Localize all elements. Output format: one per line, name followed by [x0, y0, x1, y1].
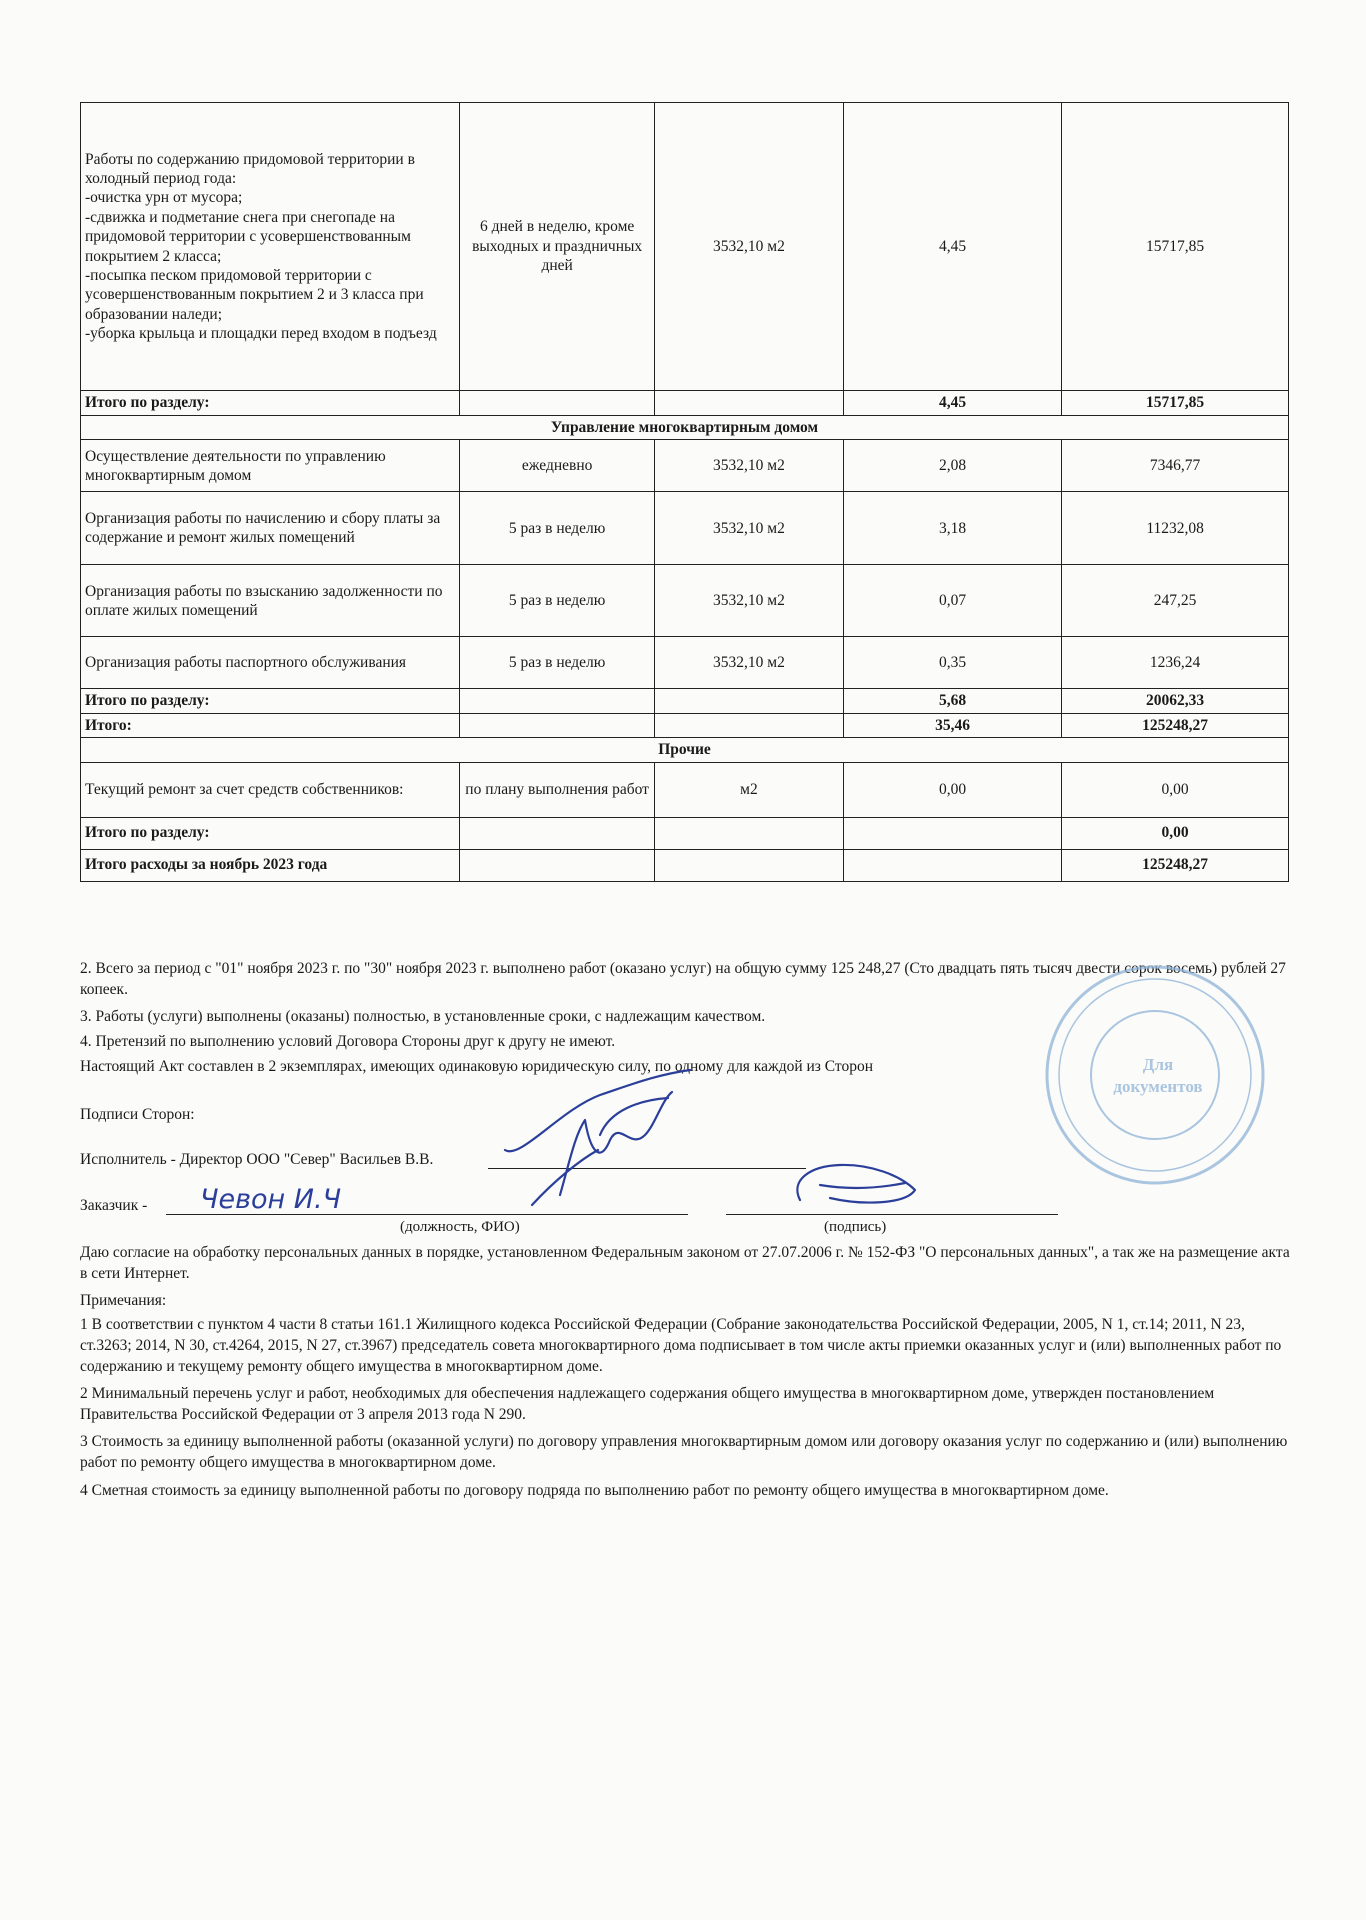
subtotal-label: Итого по разделу: — [81, 817, 460, 849]
work-frequency: 5 раз в неделю — [460, 565, 655, 637]
work-amount: 1236,24 — [1062, 637, 1289, 689]
customer-position-line — [166, 1214, 688, 1215]
work-name: Организация работы по начислению и сбору платы за содержание и ремонт жилых помещений — [81, 492, 460, 565]
work-frequency: по плану выполнения работ — [460, 762, 655, 817]
total-frequency — [460, 713, 655, 737]
customer-signature-line — [726, 1214, 1058, 1215]
subtotal-rate: 5,68 — [844, 689, 1062, 713]
total-rate: 35,46 — [844, 713, 1062, 737]
table-row — [81, 440, 1289, 492]
work-frequency: 5 раз в неделю — [460, 492, 655, 565]
notes-title: Примечания: — [80, 1292, 167, 1309]
work-area: 3532,10 м2 — [654, 637, 843, 689]
work-area: 3532,10 м2 — [654, 492, 843, 565]
work-rate: 2,08 — [844, 440, 1062, 492]
section-title: Управление многоквартирным домом — [81, 416, 1289, 440]
work-amount: 11232,08 — [1062, 492, 1289, 565]
work-rate: 0,00 — [844, 762, 1062, 817]
work-area: м2 — [654, 762, 843, 817]
work-name: Работы по содержанию придомовой территории в холодный период года: -очистка урн от мусора; -сдвижка и подметание снега при снегопаде на придомовой территории с усовершенствованным покрытием 2 класса; -посыпка песком придомовой территории с усовершенствованным покрытием 2 и 3 класса при образовании наледи; -уборка крыльца и площадки перед входом в подъезд — [81, 103, 460, 391]
subtotal-rate — [844, 817, 1062, 849]
work-frequency: 5 раз в неделю — [460, 637, 655, 689]
work-area: 3532,10 м2 — [654, 103, 843, 391]
consent-paragraph: Даю согласие на обработку персональных данных в порядке, установленном Федеральным законом от 27.07.2006 г. № 152-ФЗ "О персональных данных", а так же на размещение акта в сети Интернет. — [80, 1244, 1290, 1282]
executor-signature-line — [488, 1168, 806, 1169]
subtotal-area — [654, 689, 843, 713]
section-row — [81, 416, 1289, 440]
work-amount: 247,25 — [1062, 565, 1289, 637]
subtotal-frequency — [460, 689, 655, 713]
section-row — [81, 738, 1289, 762]
section-title: Прочие — [81, 738, 1289, 762]
table-row — [81, 637, 1289, 689]
paragraph-no-claims: 4. Претензий по выполнению условий Договора Стороны друг к другу не имеют. — [80, 1033, 616, 1050]
grand-total-amount: 125248,27 — [1062, 849, 1289, 881]
total-amount: 125248,27 — [1062, 713, 1289, 737]
subtotal-amount: 20062,33 — [1062, 689, 1289, 713]
stamp-text-1: Для — [1142, 1055, 1174, 1074]
grand-total-rate — [844, 849, 1062, 881]
subtotal-label: Итого по разделу: — [81, 391, 460, 416]
paragraph-copies: Настоящий Акт составлен в 2 экземплярах, имеющих одинаковую юридическую силу, по одному для каждой из Сторон — [80, 1058, 874, 1075]
paragraph-total-sum: 2. Всего за период с "01" ноября 2023 г. по "30" ноября 2023 г. выполнено работ (оказано услуг) на общую сумму 125 248,27 (Сто двадцать пять тысяч двести сорок восемь) рублей 27 копеек. — [80, 960, 1286, 998]
subtotal-label: Итого по разделу: — [81, 689, 460, 713]
note-4: 4 Сметная стоимость за единицу выполненной работы по договору подряда по выполнению работ по ремонту общего имущества в многоквартирном доме. — [80, 1482, 1109, 1499]
table-row — [81, 565, 1289, 637]
work-name: Осуществление деятельности по управлению многоквартирным домом — [81, 440, 460, 492]
subtotal-row — [81, 391, 1289, 416]
note-2: 2 Минимальный перечень услуг и работ, необходимых для обеспечения надлежащего содержания общего имущества в многоквартирном доме, утвержден постановлением Правительства Российской Федерации от 3 апреля 2013 года N 290. — [80, 1385, 1215, 1423]
grand-total-label: Итого расходы за ноябрь 2023 года — [81, 849, 460, 881]
customer-signature-icon — [797, 1165, 915, 1203]
executor-signature-icon — [505, 1070, 690, 1205]
paragraph-quality: 3. Работы (услуги) выполнены (оказаны) полностью, в установленные сроки, с надлежащим качеством. — [80, 1008, 766, 1025]
customer-name-handwriting: Чевон И.Ч — [200, 1184, 342, 1215]
work-rate: 4,45 — [844, 103, 1062, 391]
signature-caption: (подпись) — [824, 1219, 887, 1235]
work-frequency: 6 дней в неделю, кроме выходных и праздничных дней — [460, 103, 655, 391]
note-3: 3 Стоимость за единицу выполненной работы (оказанной услуги) по договору управления многоквартирным домом или договору оказания услуг по содержанию и (или) выполнению работ по ремонту общего имущества в многоквартирном доме. — [80, 1433, 1288, 1471]
subtotal-rate: 4,45 — [844, 391, 1062, 416]
work-name: Организация работы по взысканию задолженности по оплате жилых помещений — [81, 565, 460, 637]
subtotal-amount: 0,00 — [1062, 817, 1289, 849]
work-rate: 3,18 — [844, 492, 1062, 565]
subtotal-row — [81, 689, 1289, 713]
grand-total-row — [81, 849, 1289, 881]
signatures-title: Подписи Сторон: — [80, 1106, 195, 1123]
subtotal-area — [654, 817, 843, 849]
grand-total-frequency — [460, 849, 655, 881]
customer-label: Заказчик - — [80, 1197, 148, 1214]
works-table — [80, 102, 1289, 882]
stamp-text-2: документов — [1113, 1077, 1203, 1096]
subtotal-area — [654, 391, 843, 416]
total-row — [81, 713, 1289, 737]
executor-line: Исполнитель - Директор ООО "Север" Васильев В.В. — [80, 1151, 434, 1168]
position-caption: (должность, ФИО) — [400, 1219, 520, 1235]
subtotal-row — [81, 817, 1289, 849]
work-area: 3532,10 м2 — [654, 565, 843, 637]
work-name: Текущий ремонт за счет средств собственников: — [81, 762, 460, 817]
total-area — [654, 713, 843, 737]
work-rate: 0,07 — [844, 565, 1062, 637]
work-rate: 0,35 — [844, 637, 1062, 689]
grand-total-area — [654, 849, 843, 881]
table-row — [81, 762, 1289, 817]
round-stamp-icon — [1040, 960, 1270, 1190]
work-name: Организация работы паспортного обслуживания — [81, 637, 460, 689]
subtotal-frequency — [460, 817, 655, 849]
work-amount: 15717,85 — [1062, 103, 1289, 391]
subtotal-frequency — [460, 391, 655, 416]
table-row — [81, 103, 1289, 391]
subtotal-amount: 15717,85 — [1062, 391, 1289, 416]
total-label: Итого: — [81, 713, 460, 737]
work-frequency: ежедневно — [460, 440, 655, 492]
work-amount: 0,00 — [1062, 762, 1289, 817]
work-area: 3532,10 м2 — [654, 440, 843, 492]
table-row — [81, 492, 1289, 565]
note-1: 1 В соответствии с пунктом 4 части 8 статьи 161.1 Жилищного кодекса Российской Федерации (Собрание законодательства Российской Федерации, 2005, N 1, ст.14; 2011, N 23, ст.3263; 2014, N 30, ст.4264, 2015, N 27, ст.3967) председатель совета многоквартирного дома подписывает в том числе акты приемки оказанных услуг и (или) выполненных работ по содержанию и текущему ремонту общего имущества в многоквартирном доме. — [80, 1316, 1282, 1375]
work-amount: 7346,77 — [1062, 440, 1289, 492]
